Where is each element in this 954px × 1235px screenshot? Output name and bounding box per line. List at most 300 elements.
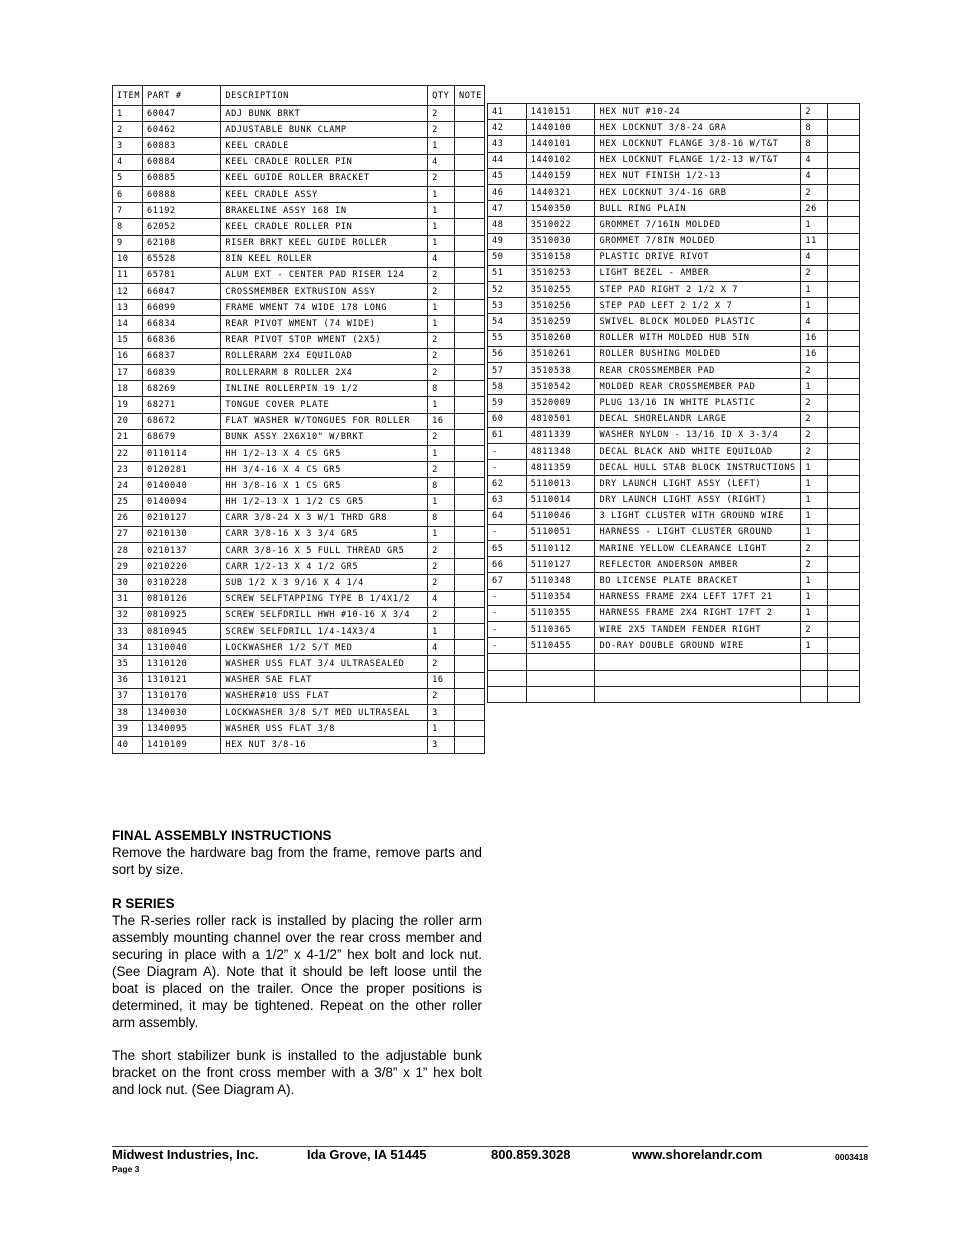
- cell-note: [454, 429, 484, 445]
- table-row: [113, 624, 485, 640]
- cell-qty: 2: [801, 363, 828, 379]
- cell-part: 3520009: [526, 395, 595, 411]
- table-row: [113, 737, 485, 753]
- cell-description: [595, 654, 801, 670]
- table-row: [488, 605, 860, 621]
- cell-item: 38: [113, 704, 143, 720]
- r-series-heading: R SERIES: [112, 896, 175, 911]
- table-row: [488, 346, 860, 362]
- cell-part: 5110051: [526, 524, 595, 540]
- cell-item: 40: [113, 737, 143, 753]
- cell-note: [828, 330, 860, 346]
- cell-item: 7: [113, 203, 143, 219]
- cell-description: SCREW SELFDRILL 1/4-14X3/4: [221, 624, 428, 640]
- cell-description: KEEL CRADLE ASSY: [221, 186, 428, 202]
- cell-part: 5110365: [526, 622, 595, 638]
- cell-description: KEEL CRADLE: [221, 138, 428, 154]
- table-row: [488, 411, 860, 427]
- cell-part: 3510030: [526, 233, 595, 249]
- cell-description: 8IN KEEL ROLLER: [221, 251, 428, 267]
- table-row: [113, 591, 485, 607]
- cell-qty: [801, 686, 828, 702]
- cell-note: [454, 203, 484, 219]
- cell-part: 5110127: [526, 557, 595, 573]
- cell-qty: 1: [801, 638, 828, 654]
- cell-part: 1310170: [142, 688, 220, 704]
- table-row: [488, 476, 860, 492]
- stabilizer-section: [112, 1047, 482, 1098]
- cell-note: [828, 622, 860, 638]
- cell-description: ROLLERARM 2X4 EQUILOAD: [221, 348, 428, 364]
- cell-description: BRAKELINE ASSY 168 IN: [221, 203, 428, 219]
- cell-description: CARR 3/8-16 X 5 FULL THREAD GR5: [221, 543, 428, 559]
- cell-item: 37: [113, 688, 143, 704]
- cell-item: 50: [488, 249, 527, 265]
- cell-part: 5110355: [526, 605, 595, 621]
- cell-note: [454, 397, 484, 413]
- table-row: [488, 492, 860, 508]
- cell-note: [454, 251, 484, 267]
- table-row: [113, 300, 485, 316]
- cell-description: SUB 1/2 X 3 9/16 X 4 1/4: [221, 575, 428, 591]
- cell-description: DRY LAUNCH LIGHT ASSY (LEFT): [595, 476, 801, 492]
- cell-item: 2: [113, 122, 143, 138]
- cell-item: -: [488, 638, 527, 654]
- cell-description: ROLLER BUSHING MOLDED: [595, 346, 801, 362]
- cell-note: [454, 704, 484, 720]
- cell-qty: 1: [428, 397, 455, 413]
- cell-description: ROLLER WITH MOLDED HUB 5IN: [595, 330, 801, 346]
- cell-part: 1410151: [526, 104, 595, 120]
- cell-part: 0210137: [142, 543, 220, 559]
- table-row: [113, 413, 485, 429]
- cell-item: 18: [113, 381, 143, 397]
- cell-note: [828, 508, 860, 524]
- cell-part: 5110348: [526, 573, 595, 589]
- cell-part: 1440321: [526, 184, 595, 200]
- cell-part: 66837: [142, 348, 220, 364]
- cell-qty: 2: [801, 184, 828, 200]
- cell-qty: 16: [428, 672, 455, 688]
- parts-table-header: [113, 86, 485, 106]
- cell-qty: 2: [801, 411, 828, 427]
- cell-note: [828, 346, 860, 362]
- cell-note: [454, 624, 484, 640]
- parts-table-left: [112, 85, 485, 754]
- assembly-heading: FINAL ASSEMBLY INSTRUCTIONS: [112, 828, 332, 843]
- cell-qty: 26: [801, 201, 828, 217]
- cell-qty: 2: [801, 104, 828, 120]
- cell-item: 48: [488, 217, 527, 233]
- cell-description: WASHER USS FLAT 3/4 ULTRASEALED: [221, 656, 428, 672]
- cell-note: [454, 316, 484, 332]
- cell-item: 31: [113, 591, 143, 607]
- cell-note: [454, 607, 484, 623]
- cell-item: 3: [113, 138, 143, 154]
- cell-item: 10: [113, 251, 143, 267]
- cell-item: 11: [113, 267, 143, 283]
- cell-note: [454, 170, 484, 186]
- cell-part: 5110014: [526, 492, 595, 508]
- cell-part: 68672: [142, 413, 220, 429]
- cell-note: [828, 104, 860, 120]
- cell-note: [828, 443, 860, 459]
- table-row: [488, 265, 860, 281]
- cell-part: 4811339: [526, 427, 595, 443]
- cell-description: WASHER USS FLAT 3/8: [221, 721, 428, 737]
- cell-item: 44: [488, 152, 527, 168]
- table-row: [488, 282, 860, 298]
- cell-note: [828, 298, 860, 314]
- cell-part: 0210220: [142, 559, 220, 575]
- cell-note: [828, 249, 860, 265]
- cell-item: 59: [488, 395, 527, 411]
- cell-qty: 1: [428, 316, 455, 332]
- cell-qty: 1: [801, 217, 828, 233]
- parts-table-left-body: [113, 106, 485, 754]
- cell-qty: 3: [428, 704, 455, 720]
- cell-qty: 1: [428, 494, 455, 510]
- cell-description: KEEL CRADLE ROLLER PIN: [221, 219, 428, 235]
- cell-description: ALUM EXT - CENTER PAD RISER 124: [221, 267, 428, 283]
- cell-description: CARR 3/8-16 X 3 3/4 GR5: [221, 526, 428, 542]
- cell-qty: 4: [428, 591, 455, 607]
- cell-note: [454, 413, 484, 429]
- cell-description: KEEL CRADLE ROLLER PIN: [221, 154, 428, 170]
- cell-description: 3 LIGHT CLUSTER WITH GROUND WIRE: [595, 508, 801, 524]
- cell-description: CROSSMEMBER EXTRUSION ASSY: [221, 284, 428, 300]
- cell-qty: 4: [801, 152, 828, 168]
- cell-qty: 2: [801, 557, 828, 573]
- cell-description: HH 1/2-13 X 4 CS GR5: [221, 445, 428, 461]
- table-row: [113, 543, 485, 559]
- cell-part: 60884: [142, 154, 220, 170]
- table-row: [113, 381, 485, 397]
- cell-part: 3510255: [526, 282, 595, 298]
- cell-item: 34: [113, 640, 143, 656]
- cell-qty: 1: [801, 524, 828, 540]
- parts-table-right: [487, 103, 860, 703]
- cell-part: 0810945: [142, 624, 220, 640]
- cell-description: DECAL BLACK AND WHITE EQUILOAD: [595, 443, 801, 459]
- cell-qty: 2: [428, 284, 455, 300]
- table-row: [488, 217, 860, 233]
- cell-item: -: [488, 524, 527, 540]
- cell-item: 56: [488, 346, 527, 362]
- cell-note: [828, 427, 860, 443]
- header-note: NOTE: [454, 86, 484, 106]
- cell-description: HARNESS - LIGHT CLUSTER GROUND: [595, 524, 801, 540]
- cell-qty: 1: [801, 476, 828, 492]
- cell-qty: 4: [428, 154, 455, 170]
- cell-qty: 2: [428, 688, 455, 704]
- footer-doc-code: 0003418: [835, 1152, 869, 1162]
- cell-item: 19: [113, 397, 143, 413]
- cell-part: 3510259: [526, 314, 595, 330]
- cell-qty: 4: [428, 640, 455, 656]
- footer-page-number: Page 3: [112, 1164, 140, 1174]
- cell-item: 55: [488, 330, 527, 346]
- cell-part: 66836: [142, 332, 220, 348]
- cell-qty: 2: [428, 462, 455, 478]
- table-row: [113, 445, 485, 461]
- cell-qty: 4: [801, 314, 828, 330]
- table-row: [488, 638, 860, 654]
- table-row: [113, 672, 485, 688]
- cell-item: 67: [488, 573, 527, 589]
- cell-qty: 2: [428, 267, 455, 283]
- cell-note: [454, 656, 484, 672]
- table-row: [113, 316, 485, 332]
- cell-qty: 1: [801, 460, 828, 476]
- table-row: [488, 298, 860, 314]
- cell-part: 4811348: [526, 443, 595, 459]
- cell-description: ROLLERARM 8 ROLLER 2X4: [221, 365, 428, 381]
- table-row: [488, 201, 860, 217]
- cell-qty: 2: [801, 265, 828, 281]
- cell-note: [454, 721, 484, 737]
- cell-item: 61: [488, 427, 527, 443]
- cell-note: [454, 122, 484, 138]
- cell-note: [828, 686, 860, 702]
- cell-part: 1340030: [142, 704, 220, 720]
- cell-part: 0140094: [142, 494, 220, 510]
- r-series-section: [112, 895, 482, 1031]
- cell-part: 66839: [142, 365, 220, 381]
- table-row: [113, 559, 485, 575]
- cell-part: 0120281: [142, 462, 220, 478]
- cell-part: [526, 686, 595, 702]
- cell-description: HEX NUT #10-24: [595, 104, 801, 120]
- table-row: [113, 122, 485, 138]
- cell-item: 1: [113, 106, 143, 122]
- cell-part: 3510022: [526, 217, 595, 233]
- cell-note: [454, 284, 484, 300]
- cell-description: SWIVEL BLOCK MOLDED PLASTIC: [595, 314, 801, 330]
- cell-qty: 8: [428, 510, 455, 526]
- cell-item: 39: [113, 721, 143, 737]
- table-row: [113, 235, 485, 251]
- cell-note: [454, 575, 484, 591]
- cell-part: 3510253: [526, 265, 595, 281]
- cell-note: [454, 106, 484, 122]
- table-row: [488, 508, 860, 524]
- cell-description: HEX LOCKNUT 3/4-16 GRB: [595, 184, 801, 200]
- cell-description: DECAL SHORELANDR LARGE: [595, 411, 801, 427]
- assembly-instructions-section: [112, 827, 482, 878]
- cell-note: [828, 314, 860, 330]
- cell-item: 51: [488, 265, 527, 281]
- table-row: [488, 573, 860, 589]
- cell-note: [828, 589, 860, 605]
- table-row: [488, 152, 860, 168]
- cell-qty: 2: [801, 395, 828, 411]
- cell-part: 1440102: [526, 152, 595, 168]
- cell-qty: 2: [428, 559, 455, 575]
- cell-qty: 2: [428, 122, 455, 138]
- cell-item: -: [488, 622, 527, 638]
- cell-description: FRAME WMENT 74 WIDE 178 LONG: [221, 300, 428, 316]
- cell-qty: 1: [801, 605, 828, 621]
- cell-description: BUNK ASSY 2X6X10" W/BRKT: [221, 429, 428, 445]
- cell-note: [828, 395, 860, 411]
- table-row: [488, 168, 860, 184]
- cell-part: 3510542: [526, 379, 595, 395]
- table-row: [113, 640, 485, 656]
- cell-description: WASHER SAE FLAT: [221, 672, 428, 688]
- cell-note: [828, 670, 860, 686]
- cell-qty: 1: [801, 573, 828, 589]
- table-row: [488, 104, 860, 120]
- cell-qty: 1: [428, 219, 455, 235]
- cell-item: 13: [113, 300, 143, 316]
- cell-description: MARINE YELLOW CLEARANCE LIGHT: [595, 541, 801, 557]
- cell-qty: [801, 654, 828, 670]
- cell-item: 26: [113, 510, 143, 526]
- cell-qty: 2: [428, 543, 455, 559]
- table-row: [488, 136, 860, 152]
- cell-qty: 4: [428, 251, 455, 267]
- cell-item: 29: [113, 559, 143, 575]
- cell-part: 1540350: [526, 201, 595, 217]
- cell-item: 45: [488, 168, 527, 184]
- cell-note: [828, 363, 860, 379]
- cell-item: 46: [488, 184, 527, 200]
- cell-item: 36: [113, 672, 143, 688]
- cell-item: 54: [488, 314, 527, 330]
- cell-description: SCREW SELFTAPPING TYPE B 1/4X1/2: [221, 591, 428, 607]
- cell-description: DO-RAY DOUBLE GROUND WIRE: [595, 638, 801, 654]
- cell-note: [454, 559, 484, 575]
- cell-part: 3510538: [526, 363, 595, 379]
- header-qty: QTY: [428, 86, 455, 106]
- cell-item: 25: [113, 494, 143, 510]
- table-row: [113, 721, 485, 737]
- cell-part: 0210127: [142, 510, 220, 526]
- table-row: [113, 267, 485, 283]
- cell-note: [454, 688, 484, 704]
- table-row: [488, 622, 860, 638]
- cell-part: 1440100: [526, 120, 595, 136]
- header-item: ITEM: [113, 86, 143, 106]
- cell-qty: 1: [428, 300, 455, 316]
- cell-description: CARR 3/8-24 X 3 W/1 THRD GR8: [221, 510, 428, 526]
- cell-description: FLAT WASHER W/TONGUES FOR ROLLER: [221, 413, 428, 429]
- cell-part: [526, 670, 595, 686]
- cell-item: 66: [488, 557, 527, 573]
- cell-qty: [801, 670, 828, 686]
- parts-table-right-body: [488, 104, 860, 703]
- cell-qty: 1: [428, 445, 455, 461]
- cell-description: BO LICENSE PLATE BRACKET: [595, 573, 801, 589]
- footer-website: www.shorelandr.com: [632, 1147, 763, 1162]
- cell-part: 60888: [142, 186, 220, 202]
- cell-note: [828, 460, 860, 476]
- cell-description: GROMMET 7/16IN MOLDED: [595, 217, 801, 233]
- cell-qty: 2: [801, 443, 828, 459]
- cell-note: [454, 300, 484, 316]
- cell-qty: 8: [428, 381, 455, 397]
- cell-item: 43: [488, 136, 527, 152]
- cell-part: 65781: [142, 267, 220, 283]
- cell-item: 28: [113, 543, 143, 559]
- assembly-body: Remove the hardware bag from the frame, remove parts and sort by size.: [112, 845, 482, 877]
- table-row: [113, 429, 485, 445]
- cell-part: 1340095: [142, 721, 220, 737]
- cell-item: 58: [488, 379, 527, 395]
- cell-part: 5110046: [526, 508, 595, 524]
- cell-note: [454, 591, 484, 607]
- cell-item: 52: [488, 282, 527, 298]
- cell-item: [488, 670, 527, 686]
- cell-description: WASHER NYLON - 13/16 ID X 3-3/4: [595, 427, 801, 443]
- cell-item: 12: [113, 284, 143, 300]
- cell-part: 0810126: [142, 591, 220, 607]
- cell-qty: 2: [428, 106, 455, 122]
- cell-part: 66047: [142, 284, 220, 300]
- cell-description: LOCKWASHER 3/8 S/T MED ULTRASEAL: [221, 704, 428, 720]
- cell-note: [828, 573, 860, 589]
- table-row: [113, 170, 485, 186]
- table-row: [488, 330, 860, 346]
- cell-description: REAR CROSSMEMBER PAD: [595, 363, 801, 379]
- cell-part: 60883: [142, 138, 220, 154]
- cell-item: 16: [113, 348, 143, 364]
- cell-note: [828, 638, 860, 654]
- cell-item: 5: [113, 170, 143, 186]
- cell-qty: 11: [801, 233, 828, 249]
- table-row: [488, 654, 860, 670]
- cell-part: 66834: [142, 316, 220, 332]
- stabilizer-body: The short stabilizer bunk is installed to the adjustable bunk bracket on the front cross member with a 3/8” x 1” hex bolt and lock nut. (See Diagram A).: [112, 1048, 482, 1097]
- cell-part: 4811359: [526, 460, 595, 476]
- cell-description: WASHER#10 USS FLAT: [221, 688, 428, 704]
- cell-description: ADJUSTABLE BUNK CLAMP: [221, 122, 428, 138]
- cell-item: 22: [113, 445, 143, 461]
- cell-description: DECAL HULL STAB BLOCK INSTRUCTIONS: [595, 460, 801, 476]
- cell-note: [454, 154, 484, 170]
- table-row: [113, 186, 485, 202]
- cell-description: HH 1/2-13 X 1 1/2 CS GR5: [221, 494, 428, 510]
- cell-qty: 16: [801, 330, 828, 346]
- cell-item: 42: [488, 120, 527, 136]
- cell-part: 68269: [142, 381, 220, 397]
- cell-qty: 2: [428, 607, 455, 623]
- cell-qty: 1: [428, 186, 455, 202]
- cell-note: [454, 445, 484, 461]
- cell-note: [828, 265, 860, 281]
- cell-note: [454, 348, 484, 364]
- cell-qty: 2: [801, 427, 828, 443]
- cell-description: INLINE ROLLERPIN 19 1/2: [221, 381, 428, 397]
- table-row: [113, 203, 485, 219]
- table-row: [488, 427, 860, 443]
- cell-description: [595, 686, 801, 702]
- cell-part: 5110455: [526, 638, 595, 654]
- cell-qty: 4: [801, 249, 828, 265]
- cell-item: 47: [488, 201, 527, 217]
- cell-part: 61192: [142, 203, 220, 219]
- cell-qty: 2: [428, 332, 455, 348]
- cell-note: [454, 494, 484, 510]
- cell-qty: 4: [801, 168, 828, 184]
- cell-part: 1440101: [526, 136, 595, 152]
- cell-part: 1310120: [142, 656, 220, 672]
- cell-part: 65528: [142, 251, 220, 267]
- cell-item: -: [488, 443, 527, 459]
- cell-note: [454, 138, 484, 154]
- cell-item: 64: [488, 508, 527, 524]
